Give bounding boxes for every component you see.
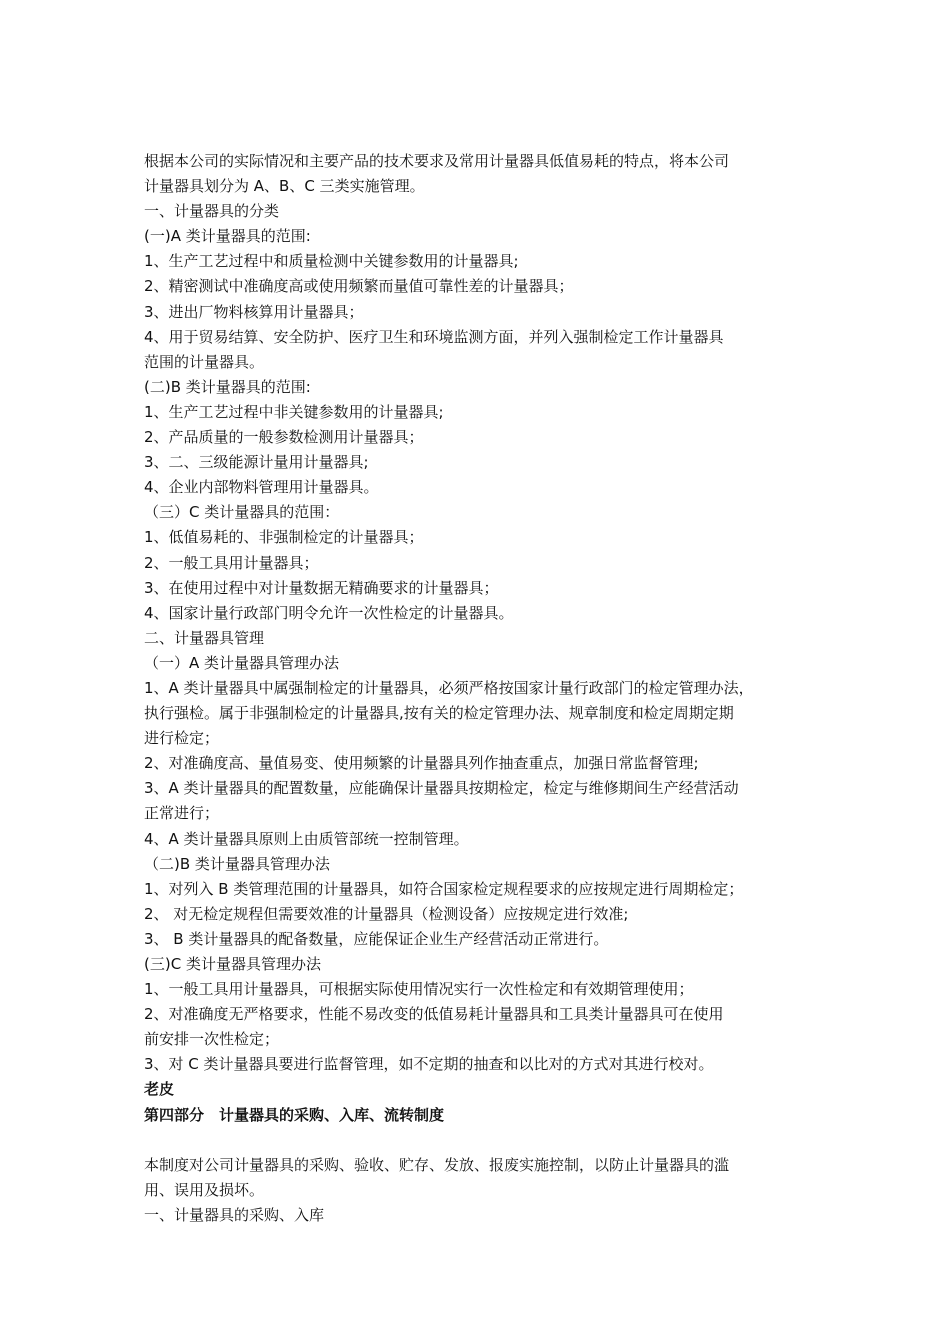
text-line: 1、对列入 B 类管理范围的计量器具，如符合国家检定规程要求的应按规定进行周期检定； bbox=[144, 879, 744, 898]
text-line: 一、计量器具的分类 bbox=[144, 202, 280, 221]
text-line: 2、对准确度高、量值易变、使用频繁的计量器具列作抽查重点，加强日常监督管理; bbox=[144, 754, 699, 773]
text-line: 4、A 类计量器具原则上由质管部统一控制管理。 bbox=[144, 829, 469, 848]
text-line: 3、A 类计量器具的配置数量，应能确保计量器具按期检定，检定与维修期间生产经营活动 bbox=[144, 779, 739, 798]
text-line: 2、一般工具用计量器具； bbox=[144, 553, 319, 572]
text-line: 2、精密测试中准确度高或使用频繁而量值可靠性差的计量器具； bbox=[144, 277, 574, 296]
text-line: 正常进行； bbox=[144, 804, 220, 823]
text-line: 执行强检。属于非强制检定的计量器具,按有关的检定管理办法、规章制度和检定周期定期 bbox=[144, 704, 734, 723]
text-line: 用、误用及损坏。 bbox=[144, 1180, 265, 1199]
author-label: 老皮 bbox=[144, 1080, 175, 1099]
text-line: 3、进出厂物料核算用计量器具； bbox=[144, 302, 364, 321]
text-line: 1、A 类计量器具中属强制检定的计量器具，必须严格按国家计量行政部门的检定管理办法， bbox=[144, 678, 754, 697]
text-line: 二、计量器具管理 bbox=[144, 628, 265, 647]
text-line: 根据本公司的实际情况和主要产品的技术要求及常用计量器具低值易耗的特点，将本公司 bbox=[144, 152, 730, 170]
text-line: 4、国家计量行政部门明令允许一次性检定的计量器具。 bbox=[144, 603, 514, 622]
text-line: 3、二、三级能源计量用计量器具; bbox=[144, 453, 369, 472]
text-line: （二)B 类计量器具管理办法 bbox=[144, 854, 330, 873]
text-line: 3、对 C 类计量器具要进行监督管理，如不定期的抽查和以比对的方式对其进行校对。 bbox=[144, 1055, 714, 1074]
text-line: (一)A 类计量器具的范围: bbox=[144, 227, 311, 246]
text-line: 2、产品质量的一般参数检测用计量器具； bbox=[144, 428, 424, 447]
text-line: 本制度对公司计量器具的采购、验收、贮存、发放、报废实施控制，以防止计量器具的滥 bbox=[144, 1155, 730, 1174]
text-line: 1、生产工艺过程中和质量检测中关键参数用的计量器具; bbox=[144, 252, 519, 271]
paragraph-gap bbox=[144, 1128, 824, 1153]
text-line: （三）C 类计量器具的范围： bbox=[144, 503, 340, 522]
text-line: 2、 对无检定规程但需要效准的计量器具（检测设备）应按规定进行效准; bbox=[144, 904, 629, 923]
text-line: 1、生产工艺过程中非关键参数用的计量器具; bbox=[144, 402, 444, 421]
text-line: 前安排一次性检定； bbox=[144, 1030, 280, 1049]
text-line: 1、低值易耗的、非强制检定的计量器具； bbox=[144, 528, 424, 547]
text-line: (二)B 类计量器具的范围: bbox=[144, 377, 311, 396]
text-line: 1、一般工具用计量器具，可根据实际使用情况实行一次性检定和有效期管理使用； bbox=[144, 980, 694, 999]
section-heading: 第四部分 计量器具的采购、入库、流转制度 bbox=[144, 1105, 445, 1124]
document-body bbox=[144, 149, 824, 1228]
text-line: 4、企业内部物料管理用计量器具。 bbox=[144, 478, 379, 497]
text-line: 3、在使用过程中对计量数据无精确要求的计量器具； bbox=[144, 578, 499, 597]
text-line: (三)C 类计量器具管理办法 bbox=[144, 955, 321, 973]
text-line: 范围的计量器具。 bbox=[144, 352, 265, 371]
text-line: （一）A 类计量器具管理办法 bbox=[144, 653, 340, 672]
text-line: 一、计量器具的采购、入库 bbox=[144, 1205, 325, 1224]
text-line: 3、 B 类计量器具的配备数量，应能保证企业生产经营活动正常进行。 bbox=[144, 929, 609, 948]
text-line: 4、用于贸易结算、安全防护、医疗卫生和环境监测方面，并列入强制检定工作计量器具 bbox=[144, 327, 724, 346]
text-line: 进行检定； bbox=[144, 729, 220, 748]
text-line: 计量器具划分为 A、B、C 三类实施管理。 bbox=[144, 177, 425, 196]
text-line: 2、对准确度无严格要求，性能不易改变的低值易耗计量器具和工具类计量器具可在使用 bbox=[144, 1005, 724, 1024]
